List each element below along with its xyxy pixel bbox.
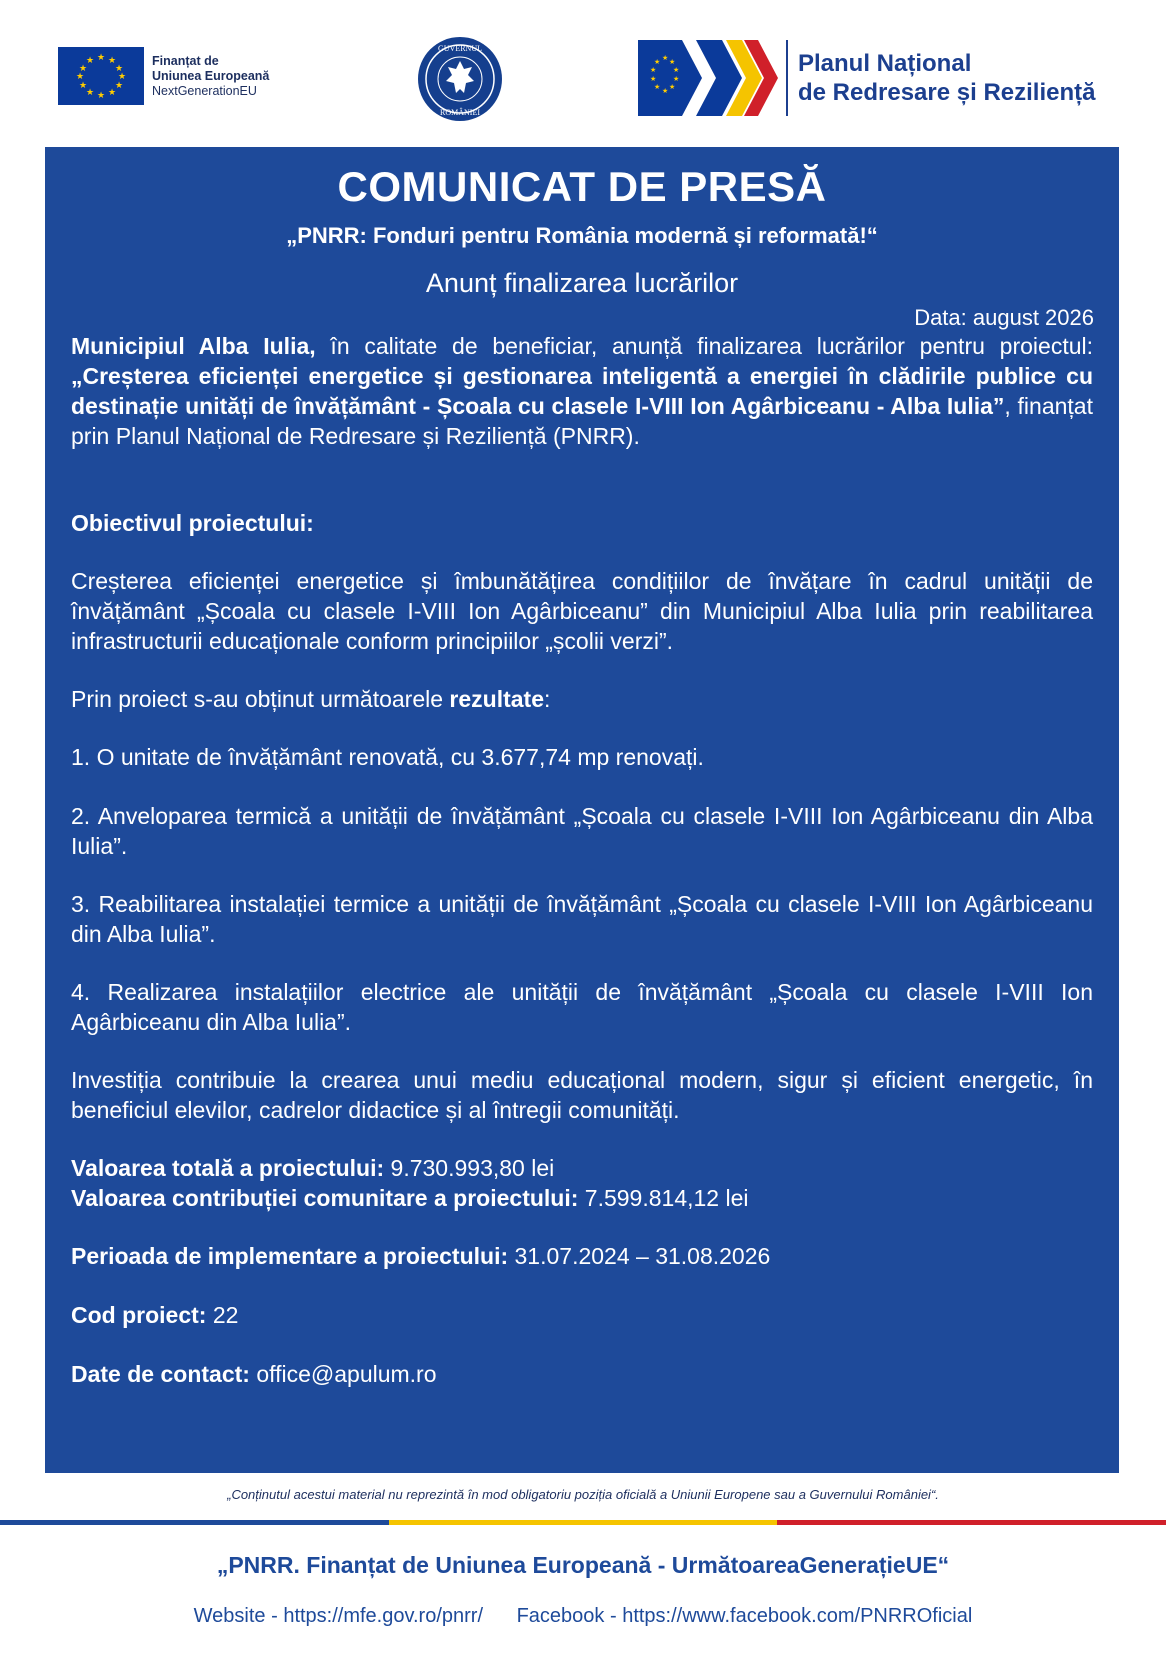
eu-logo-line1: Finanțat de: [152, 53, 219, 68]
project-name: „Creșterea eficienței energetice și gestionarea inteligentă a energiei în clădirile publice cu destinație unități de învățământ - Școala cu clasele I-VIII Ion Agârbiceanu - Alba Iulia”: [71, 363, 1093, 419]
contact-email: office@apulum.ro: [249, 1361, 437, 1387]
eu-flag-icon: ★ ★ ★ ★ ★ ★ ★ ★ ★ ★ ★ ★: [58, 47, 144, 105]
seal-text-top: GUVERNUL: [438, 44, 482, 53]
svg-text:★: ★: [650, 76, 657, 83]
result-item: 2. Anveloparea termică a unității de învățământ „Școala cu clasele I-VIII Ion Agârbiceanu din Alba Iulia”.: [71, 803, 1093, 859]
results-intro-suffix: :: [544, 686, 551, 712]
results-intro-bold: rezultate: [449, 686, 545, 712]
tricolor-divider: [0, 1520, 1166, 1525]
pnrr-logo-title: [798, 49, 1095, 107]
svg-text:★: ★: [673, 76, 680, 83]
pnrr-logo-line2: de Redresare și Reziliență: [798, 79, 1096, 106]
pnrr-logo-line1: Planul Național: [798, 50, 972, 77]
svg-text:★: ★: [654, 84, 661, 91]
results-intro-prefix: Prin proiect s-au obținut următoarele: [71, 686, 450, 712]
government-seal: [418, 37, 502, 121]
pnrr-logo-divider: [786, 40, 788, 116]
footer-slogan: „PNRR. Finanțat de Uniunea Europeană - UrmătoareaGenerațieUE“: [216, 1552, 950, 1578]
contact-details: [71, 1359, 1093, 1389]
contact-label: Date de contact:: [71, 1361, 250, 1387]
eu-logo-text: [152, 54, 269, 99]
beneficiary-name: Municipiul Alba Iulia,: [71, 333, 316, 359]
implementation-period: [71, 1241, 1093, 1271]
objective-paragraph: Creșterea eficienței energetice și îmbunătățirea condițiilor de învățare în cadrul unității de învățământ „Școala cu clasele I-VIII Ion Agârbiceanu” din Municipiul Alba Iulia prin reabilitarea infrastructurii educaționale conform principiilor „școlii verzi”.: [71, 568, 1093, 654]
project-code: [71, 1300, 1093, 1330]
divider-red: [777, 1520, 1166, 1525]
website-link[interactable]: Website - https://mfe.gov.ro/pnrr/: [193, 1605, 484, 1627]
page-title: COMUNICAT DE PRESĂ: [337, 163, 827, 210]
facebook-link[interactable]: Facebook - https://www.facebook.com/PNRROficial: [516, 1605, 973, 1627]
result-item: 4. Realizarea instalațiilor electrice ale unității de învățământ „Școala cu clasele I-VIII Ion Agârbiceanu din Alba Iulia”.: [71, 979, 1093, 1035]
code-value: 22: [206, 1302, 239, 1328]
svg-text:★: ★: [662, 55, 669, 62]
eu-value: 7.599.814,12 lei: [578, 1185, 749, 1211]
svg-text:★: ★: [669, 59, 676, 66]
eu-logo-line2: Uniunea Europeană: [152, 68, 270, 83]
seal-text-bottom: ROMÂNIEI: [440, 108, 480, 117]
disclaimer: „Conținutul acestui material nu reprezintă în mod obligatoriu poziția oficială a Uniunii Europene sau a Guvernului României“.: [227, 1487, 939, 1502]
subtitle: „PNRR: Fonduri pentru România modernă și reformată!“: [286, 223, 878, 248]
intro-text-2: , finanțat prin Planul Național de Redresare și Reziliență (PNRR).: [71, 393, 1093, 449]
intro-paragraph: [71, 331, 1093, 451]
objective-heading: [71, 508, 1093, 538]
pnrr-arrow-flag-icon: [638, 40, 778, 116]
footer-links: [0, 1605, 1166, 1628]
government-seal-icon: [418, 37, 502, 121]
divider-yellow: [389, 1520, 778, 1525]
project-values: [71, 1153, 1093, 1213]
total-value-label: Valoarea totală a proiectului:: [71, 1155, 385, 1181]
svg-text:★: ★: [654, 59, 661, 66]
result-item: 1. O unitate de învățământ renovată, cu 3.677,74 mp renovați.: [71, 744, 704, 770]
result-item: 3. Reabilitarea instalației termice a unității de învățământ „Școala cu clasele I-VIII Ion Agârbiceanu din Alba Iulia”.: [71, 891, 1093, 947]
svg-text:★: ★: [650, 67, 657, 74]
eu-value-label: Valoarea contribuției comunitare a proiectului:: [71, 1185, 579, 1211]
svg-text:★: ★: [662, 88, 669, 95]
notice-heading: Anunț finalizarea lucrărilor: [425, 268, 739, 298]
eu-logo-line3: NextGenerationEU: [152, 83, 257, 98]
period-label: Perioada de implementare a proiectului:: [71, 1243, 509, 1269]
svg-text:★: ★: [673, 67, 680, 74]
period-value: 31.07.2024 – 31.08.2026: [508, 1243, 771, 1269]
release-date: Data: august 2026: [914, 305, 1094, 330]
intro-text-1: în calitate de beneficiar, anunță finalizarea lucrărilor pentru proiectul:: [315, 333, 1093, 359]
total-value-line: [71, 1153, 1093, 1183]
total-value: 9.730.993,80 lei: [384, 1155, 555, 1181]
eu-value-line: [71, 1183, 1093, 1213]
svg-text:★: ★: [669, 84, 676, 91]
results-intro: [71, 684, 1093, 714]
press-release-panel: [45, 147, 1119, 1473]
objective-heading-text: Obiectivul proiectului:: [71, 510, 314, 536]
code-label: Cod proiect:: [71, 1302, 207, 1328]
pnrr-logo: [638, 40, 1095, 116]
eu-funding-logo: [58, 47, 269, 105]
divider-blue: [0, 1520, 389, 1525]
investment-paragraph: Investiția contribuie la crearea unui mediu educațional modern, sigur și eficient energetic, în beneficiul elevilor, cadrelor didactice și al întregii comunități.: [71, 1067, 1093, 1123]
